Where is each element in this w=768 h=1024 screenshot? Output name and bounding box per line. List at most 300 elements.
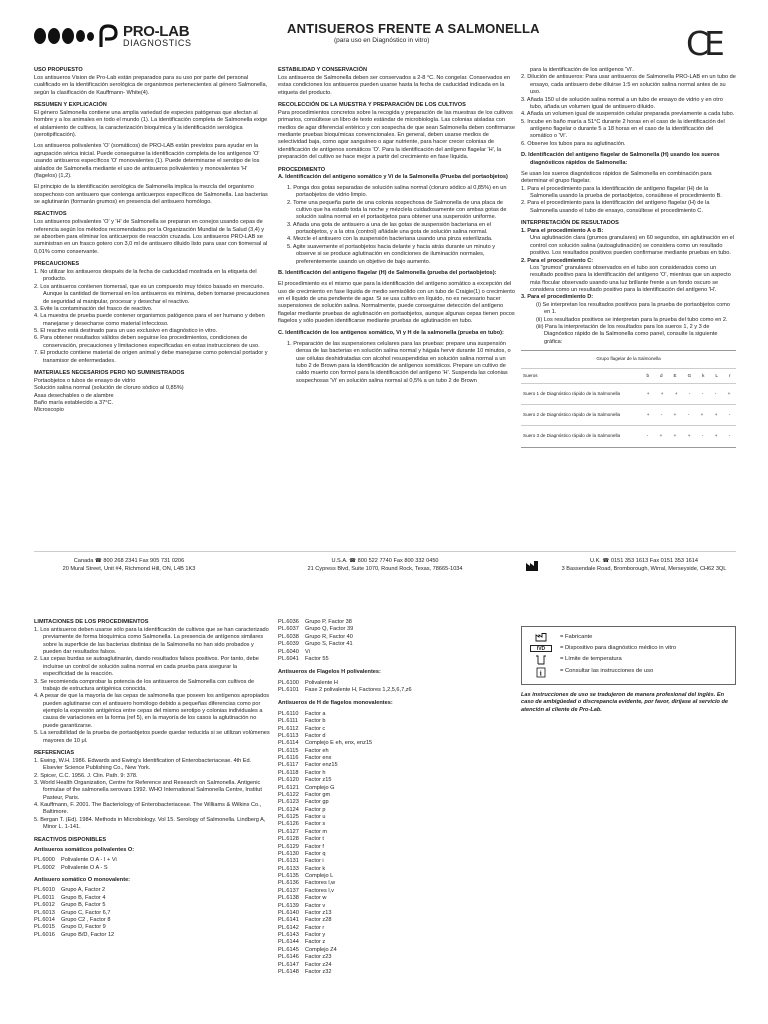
- table-header-cell: L: [715, 372, 718, 378]
- table-header-cell: r: [728, 372, 731, 378]
- product-code: PL.6126: [278, 821, 299, 828]
- product-row: [278, 925, 516, 932]
- product-name: Factor p: [305, 806, 326, 813]
- product-code: PL.6121: [278, 784, 299, 791]
- product-code: PL.6129: [278, 843, 299, 850]
- list-item: Asas desechables o de alambre: [34, 392, 114, 399]
- table-cell: -: [660, 411, 663, 417]
- subsection-heading: Antisuero somático O monovalente:: [34, 877, 131, 883]
- table-cell: -: [728, 433, 731, 439]
- procedure-c-heading: C. Identificación de los antígenos somático, Vi y H de la salmonella (prueba en tubo):: [278, 329, 504, 336]
- product-code: PL.6039: [278, 641, 299, 648]
- product-code: PL.6038: [278, 633, 299, 640]
- product-row: [278, 718, 516, 725]
- product-list: [278, 619, 516, 663]
- ivd-icon: IVD: [530, 645, 552, 652]
- symbol-label: = Consultar las instrucciones de uso: [560, 668, 654, 675]
- flagellar-group-table: [521, 350, 736, 448]
- list-item: 5. El reactivo está destinado para un uso exclusivo en diagnóstico in vitro.: [34, 328, 218, 334]
- divider: [34, 551, 736, 552]
- product-name: Factores l,w: [305, 880, 336, 887]
- product-code: PL.6145: [278, 946, 299, 953]
- logo-dot: [48, 28, 60, 44]
- product-code: PL.6016: [34, 931, 55, 938]
- product-row: [278, 649, 516, 656]
- list-item: (i) Se interpretan los resultados positivos para la prueba de portaobjetos como en 1.: [536, 301, 731, 316]
- product-row: [278, 733, 516, 740]
- procedure-b-heading: B. Identificación del antígeno flagelar (H) de Salmonella (prueba del portaobjetos):: [278, 269, 497, 276]
- product-row: [278, 969, 516, 976]
- list-item: 5. Agite suavemente el portaobjetos hacia delante y hacia atrás durante un minuto y observe si se produce aglutinación en condiciones de iluminación normales, preferentemente usando un objetivo de bajo aumento.: [287, 243, 496, 265]
- list-item: 1. Ponga dos gotas separadas de solución salina normal (cloruro sódico al 0,85%) en un portaobjetos de vidrio limpio.: [287, 184, 507, 199]
- section-text: El procedimiento es el mismo que para la identificación del antígeno somático a excepción del uso de crecimiento en fase líquida de medio semisólido con un tubo de Craigie(1) o crecimiento en el líquido de una pendiente de agar. Si se usa cultivo en líquido, no es necesario hacer suspensiones de solución salina. Normalmente, puede conseguirse detección del antígeno flagelar mediante pruebas de aglutinación en portaobjetos, aunque algunas cepas tienen pocos flagelos y sólo pueden identificarse mediante pruebas de aglutinación en tubo.: [278, 281, 515, 325]
- interpretation-2-heading: 2. Para el procedimiento C:: [521, 257, 594, 264]
- list-item: 3. Añada una gota de antisuero a una de las gotas de suspensión bacteriana en el portaobjetos, y a la otra (control) añádale una gota de solución salina normal.: [287, 221, 492, 235]
- product-name: Polivalente H: [305, 679, 338, 686]
- product-code: PL.6113: [278, 732, 299, 739]
- product-name: Factor z23: [305, 954, 332, 961]
- product-name: Factor f: [305, 843, 324, 850]
- section-text: Los antisueros polivalentes 'O' (somáticos) de PRO-LAB están previstos para ayudar en la agrupación sérica inicial. Puede conseguirse la identificación completa de los antígenos 'O' usando antisueros específicos 'O' monovalentes (1). Puede determinarse el serotipo de los aislados de Salmonella mediante el uso de antisueros polivalentes y monovalentes 'H' (flagelos) (1,2).: [34, 143, 260, 179]
- procedure-d-steps: [521, 186, 736, 216]
- uk-street: 3 Bassendale Road, Bromborough, Wirral, Merseyside, CH62 3QL: [561, 565, 727, 572]
- section-heading: LIMITACIONES DE LOS PROCEDIMIENTOS: [34, 619, 149, 625]
- subsection-heading: Antisueros de H de flagelos monovalentes:: [278, 700, 393, 707]
- product-code: PL.6112: [278, 725, 299, 732]
- uk-address: [544, 558, 744, 574]
- header: [34, 20, 734, 63]
- section-text: Se usan los sueros diagnósticos rápidos de Salmonella en combinación para determinar el grupo flagelar.: [521, 170, 712, 185]
- table-header-cell: G: [687, 372, 692, 378]
- product-row: [34, 924, 270, 931]
- product-row: [278, 844, 516, 851]
- product-code: PL.6142: [278, 924, 299, 931]
- section-heading: REACTIVOS: [34, 211, 67, 218]
- product-list: [278, 680, 516, 695]
- list-item: Solución salina normal (solución de cloruro sódico al 0,85%): [34, 385, 184, 392]
- product-code: PL.6144: [278, 939, 299, 946]
- section-heading: MATERIALES NECESARIOS PERO NO SUMINISTRADOS: [34, 369, 185, 376]
- table-cell: Suero 1 de Diagnóstico rápido de la Salmonella: [523, 390, 621, 396]
- interpretation-1-heading: 1. Para el procedimiento A o B:: [521, 228, 604, 234]
- product-code: PL.6147: [278, 961, 299, 968]
- product-row: [278, 777, 516, 784]
- product-row: [278, 740, 516, 747]
- canada-street: 20 Mural Street, Unit #4, Richmond Hill, ON, L4B 1K3: [62, 565, 196, 572]
- limitations-list: [34, 627, 270, 745]
- product-name: Complejo L: [305, 873, 334, 879]
- product-name: Factor z15: [305, 777, 332, 784]
- product-row: [278, 634, 516, 641]
- table-cell: +: [673, 433, 677, 439]
- product-name: Grupo Q, Factor 39: [305, 626, 354, 633]
- table-cell: Suero 3 de Diagnóstico rápido de la Salmonella: [523, 433, 621, 439]
- product-code: PL.6015: [34, 924, 55, 931]
- list-item: 1. Ewing, W.H. 1986. Edwards and Ewing's Identification of Enterobacteriaceae. 4th Ed. Elsevier Science Publishing Co., New York.: [34, 757, 252, 772]
- product-name: Factor z24: [305, 961, 332, 968]
- procedure-d-heading: D. Identificación del antígeno flagelar de Salmonella (H) usando los sueros diagnósticos rápidos de Salmonella:: [521, 152, 720, 166]
- list-item: 2. Dilución de antisueros: Para usar antisueros de Salmonella PRO-LAB en un tubo de ensayo, cada antisuero debe diluirse 1:5 en solución salina normal antes de su uso.: [521, 74, 736, 96]
- product-code: PL.6136: [278, 880, 299, 887]
- list-item: 4. Añada un volumen igual de suspensión celular preparada previamente a cada tubo.: [521, 111, 735, 118]
- list-item: 2. Las cepas burdas se autoaglutinarán, dando resultados falsos positivos. Por tanto, debe incluirse un control de solución salina normal en cada prueba para asegurar la especificidad de la reacción.: [34, 656, 259, 678]
- list-item: 3. Se recomienda comprobar la potencia de los antisueros de Salmonella con cultivos de trabajo de estructura antigénica conocida.: [34, 678, 255, 692]
- document-subtitle: (para uso en Diagnóstico in vitro): [334, 37, 430, 44]
- product-name: Factor h: [305, 769, 326, 776]
- table-cell: Suero 2 de Diagnóstico rápido de la Salmonella: [523, 411, 621, 417]
- product-code: PL.6137: [278, 887, 299, 894]
- list-item: 5. Bergan T. (Ed). 1984. Methods in Microbiology. Vol 15. Serology of Salmonella. Lindberg A, Minor L. 1-141.: [34, 816, 266, 831]
- table-title: Grupo flagelar de la Salmonella: [596, 356, 661, 362]
- table-title-row: [521, 351, 736, 369]
- product-name: Factor s: [305, 821, 326, 828]
- table-header-row: [521, 369, 736, 384]
- product-row: [278, 807, 516, 814]
- list-item: Portaobjetos o tubos de ensayo de vidrio: [34, 377, 136, 384]
- product-code: PL.6128: [278, 836, 299, 843]
- product-row: [278, 821, 516, 828]
- product-row: [278, 910, 516, 917]
- product-name: Factor a: [305, 710, 326, 717]
- section-heading: PRECAUCIONES: [34, 261, 80, 268]
- product-name: Complejo E eh, enx, enz15: [305, 740, 373, 747]
- product-code: PL.6118: [278, 769, 299, 776]
- product-name: Factor w: [305, 895, 327, 902]
- product-row: [278, 858, 516, 865]
- section-heading: INTERPRETACIÓN DE RESULTADOS: [521, 220, 619, 227]
- product-row: [278, 903, 516, 910]
- product-code: PL.6124: [278, 806, 299, 813]
- prolab-logo: [34, 24, 192, 49]
- section-text: El género Salmonella contiene una amplia variedad de especies patógenas que afectan al hombre y a los animales en todo el mundo (1). La identificación completa de Salmonella exige el aislamiento de cultivos, la caracterización bioquímica y la identificación serológica (serotipificación).: [34, 109, 268, 138]
- list-item: 7. El producto contiene material de origen animal y debe manejarse como potencial portador y transmisor de enfermedades.: [34, 350, 268, 364]
- logo-dot: [76, 30, 85, 42]
- product-name: Factor c: [305, 725, 326, 732]
- product-row: [278, 880, 516, 887]
- product-code: PL.6148: [278, 968, 299, 975]
- product-name: Factor r: [305, 924, 325, 931]
- svg-text:i: i: [539, 669, 542, 678]
- table-cell: +: [727, 390, 731, 396]
- product-name: Factor eh: [305, 747, 329, 754]
- product-name: Factor 55: [305, 655, 329, 662]
- product-name: Factor gm: [305, 791, 331, 798]
- product-row: [278, 770, 516, 777]
- symbol-row: [530, 668, 727, 677]
- section-heading: REACTIVOS DISPONIBLES: [34, 836, 107, 843]
- product-code: PL.6146: [278, 954, 299, 961]
- list-item: 6. Observe los tubos para su aglutinación.: [521, 140, 626, 147]
- table-cell: +: [646, 390, 650, 396]
- product-row: [34, 865, 270, 872]
- manufacturer-icon: [522, 560, 542, 576]
- symbols-legend: [521, 626, 736, 685]
- product-code: PL.6040: [278, 648, 299, 655]
- product-name: Grupo C2 , Factor 8: [61, 916, 111, 923]
- product-row: [278, 687, 516, 694]
- product-code: PL.6010: [34, 887, 55, 894]
- section-text: El principio de la identificación serológica de Salmonella implica la mezcla del organismo sospechoso con antisuero que contenga anticuerpos específicos de Salmonella. Las bacterias se aglutinarán (formarán grumos) en presencia del antisuero homólogo.: [34, 184, 268, 205]
- product-row: [278, 792, 516, 799]
- product-row: [34, 887, 270, 894]
- usa-contact: U.S.A. ☎ 800 522 7740 Fax 800 332 0450: [331, 558, 439, 564]
- list-item: 4. A pesar de que la mayoría de las cepas de salmonella que poseen los antígenos apropiados pueden aglutinarse con el antisuero homólogo debido a pequeñas diferencias como por ejemplo la expresión antigénica entre cepas del mismo serotipo y colonias individuales a causa de variaciones en la forma (ref 5), en la mayoría de los casos la aglutinación no puede garantizarse.: [34, 693, 270, 729]
- document-title: ANTISUEROS FRENTE A SALMONELLA: [287, 21, 540, 36]
- list-item: 6. Para obtener resultados válidos deben seguirse los procedimientos, condiciones de conservación, precauciones y limitaciones especificadas en estas instrucciones de uso.: [34, 335, 260, 349]
- product-code: PL.6002: [34, 864, 55, 871]
- symbol-label: = Fabricante: [560, 633, 593, 640]
- product-code: PL.6117: [278, 762, 299, 769]
- product-code: PL.6139: [278, 902, 299, 909]
- table-cell: -: [701, 433, 704, 439]
- product-name: Factor z: [305, 939, 326, 946]
- logo-dot: [87, 32, 94, 41]
- symbol-label: = Dispositivo para diagnóstico médico in vitro: [560, 645, 677, 651]
- table-cell: +: [646, 411, 650, 417]
- list-item: 1. Preparación de las suspensiones celulares para las pruebas: prepare una suspensión densa de las bacterias en solución salina normal y hágala hervir durante 10 minutos, o use células deshidratadas con alcohol resuspendidas en solución salina normal a un tubo 2 de Brown para la identificación de antígenos somáticos. Prepare un cultivo de caldo muerto con formol para la identificación del antígeno 'H'. Suspenda las colonias sospechosas 'Vi' en solución salina normal al 0,5% a un tubo 2 de Brown: [287, 340, 511, 384]
- product-name: Grupo B, Factor 5: [61, 902, 106, 909]
- translation-note: Las instrucciones de uso se tradujeron de manera profesional del inglés. En caso de ambigüedad o discrepancia evidente, por favor, diríjase al servicio de atención al cliente de Pro-Lab.: [521, 691, 729, 713]
- table-header-cell: E: [673, 372, 677, 378]
- column-1-bottom: [34, 619, 270, 939]
- column-1: [34, 67, 270, 415]
- table-cell: +: [659, 433, 663, 439]
- product-name: Vi: [305, 648, 310, 655]
- product-name: Factor gp: [305, 799, 329, 806]
- product-name: Polivalente O A - I + Vi: [61, 857, 117, 864]
- product-code: PL.6120: [278, 777, 299, 784]
- product-name: Polivalente O A - S: [61, 864, 108, 871]
- product-name: Factor enx: [305, 755, 332, 761]
- canada-address: [34, 558, 224, 574]
- product-code: PL.6101: [278, 687, 299, 693]
- product-name: Factor u: [305, 814, 326, 820]
- uk-contact: U.K. ☎ 0151 353 1613 Fax 0151 353 1614: [589, 558, 699, 564]
- product-code: PL.6013: [34, 909, 55, 916]
- list-item: 3. Añada 150 ul de solución salina normal a un tubo de ensayo de vidrio y en otro tubo, añada un volumen igual de antisuero diluido.: [521, 96, 723, 110]
- table-header-cell: Sueros: [523, 372, 538, 378]
- product-name: Factor y: [305, 932, 326, 938]
- product-row: [34, 917, 270, 924]
- table-cell: +: [714, 411, 718, 417]
- list-item: 3. Evite la contaminación del frasco de reactivo.: [34, 305, 153, 312]
- section-heading: RECOLECCIÓN DE LA MUESTRA Y PREPARACIÓN DE LOS CULTIVOS: [278, 102, 466, 108]
- logo-dot: [62, 28, 74, 44]
- product-code: PL.6041: [278, 655, 299, 662]
- product-code: PL.6110: [278, 710, 299, 717]
- product-row: [278, 888, 516, 895]
- product-code: PL.6037: [278, 626, 299, 633]
- product-name: Grupo B, Factor 4: [61, 894, 106, 901]
- symbol-label: = Límite de temperatura: [560, 656, 622, 663]
- table-cell: -: [646, 433, 649, 439]
- product-name: Factor enz15: [305, 762, 338, 769]
- product-name: Fase 2 polivalente H, Factores 1,2,5,6,7,z6: [305, 687, 412, 693]
- product-row: [34, 902, 270, 909]
- product-name: Grupo B/D, Factor 12: [61, 931, 115, 938]
- product-code: PL.6115: [278, 747, 299, 754]
- subsection-heading: Antisueros de Flagelos H polivalentes:: [278, 669, 381, 676]
- section-heading: REFERENCIAS: [34, 749, 75, 756]
- list-item: 1. Para el procedimiento para la identificación de antígeno flagelar (H) de la Salmonella usando la prueba de portaobjetos, consúltese el procedimiento B.: [521, 185, 722, 199]
- section-text: Los antisueros Vision de Pro-Lab están preparados para su uso por parte del personal cualificado en la identificación serológica de organismos pertenecientes al género Salmonella, según la clasificación de Kauffmann- White(4).: [34, 74, 268, 96]
- procedure-a-steps: [278, 185, 516, 266]
- product-row: [278, 799, 516, 806]
- product-row: [278, 726, 516, 733]
- section-heading: PROCEDIMIENTO: [278, 166, 326, 173]
- product-code: PL.6100: [278, 679, 299, 686]
- list-item: 4. Kauffmann, F. 2001. The Bacteriology of Enterobacteriaceae. The Williams & Wilkins Co., Baltimore.: [34, 802, 262, 816]
- product-code: PL.6011: [34, 894, 55, 901]
- table-row: [521, 426, 736, 447]
- ce-mark-icon: CE: [686, 24, 720, 63]
- list-item: 1. Los antisueros deben usarse sólo para la identificación de cultivos que se han caracterizado previamente de forma bioquímica como Salmonella. La presencia de antígenos similares sobre la superficie de las bacterias distintas de la Salmonella no han sido probados y pueden dar resultados falsos.: [34, 626, 269, 655]
- usa-address: [285, 558, 485, 574]
- product-name: Grupo S, Factor 41: [305, 641, 353, 648]
- product-code: PL.6036: [278, 619, 299, 625]
- product-row: [278, 851, 516, 858]
- table-cell: -: [687, 411, 690, 417]
- product-name: Grupo C, Factor 6,7: [61, 909, 111, 916]
- list-item: 5. La sensibilidad de la prueba de portaobjetos puede quedar reducida si se utilizan volúmenes mayores de 10 μl.: [34, 730, 270, 744]
- column-3: [521, 67, 736, 448]
- product-code: PL.6014: [34, 916, 55, 923]
- table-header-cell: k: [702, 372, 705, 378]
- product-code: PL.6133: [278, 865, 299, 872]
- product-name: Factor z28: [305, 917, 332, 924]
- list-item: (ii) Los resultados positivos se interpretan para la prueba del tubo como en 2.: [536, 316, 728, 323]
- product-row: [34, 895, 270, 902]
- table-cell: +: [687, 433, 691, 439]
- table-row: [521, 405, 736, 426]
- table-cell: -: [728, 411, 731, 417]
- list-item: 4. Mezcle el antisuero con la suspensión bacteriana usando una pinza esterilizada.: [287, 236, 493, 243]
- product-code: PL.6012: [34, 902, 55, 909]
- product-row: [278, 917, 516, 924]
- section-heading: ESTABILIDAD Y CONSERVACIÓN: [278, 67, 367, 73]
- product-row: [34, 932, 270, 939]
- list-item: 2. Para el procedimiento para la identificación del antígeno flagelar (H) de la Salmonella usando el tubo de ensayo, consúltese el procedimiento C.: [521, 200, 710, 214]
- table-cell: +: [700, 411, 704, 417]
- interpretation-1-text: Una aglutinación clara (grumos granulares) en 60 segundos, sin aglutinación en el control con solución salina (autoaglutinación) se considera como un resultado positivo. Los resultados positivos pueden confirmarse mediante pruebas en tubo.: [530, 235, 734, 257]
- interpretation-3-heading: 3. Para el procedimiento D:: [521, 294, 594, 301]
- table-cell: +: [660, 390, 664, 396]
- table-cell: +: [714, 433, 718, 439]
- product-name: Factor z13: [305, 909, 332, 916]
- product-name: Factores l,v: [305, 887, 334, 894]
- product-code: PL.6125: [278, 814, 299, 820]
- list-item: 5. Incube en baño maría a 51°C durante 2 horas en el caso de la identificación del antígeno flagelar o durante 5 a 18 horas en el caso de la identificación del somático o 'Vi'.: [521, 118, 725, 140]
- product-name: Grupo P, Factor 38: [305, 619, 352, 625]
- subsection-heading: Antisueros somáticos polivalentes O:: [34, 846, 135, 853]
- product-code: PL.6138: [278, 895, 299, 902]
- product-row: [278, 932, 516, 939]
- product-row: [278, 962, 516, 969]
- product-row: [278, 748, 516, 755]
- product-row: [278, 785, 516, 792]
- product-code: PL.6000: [34, 857, 55, 864]
- consult-instructions-icon: [530, 668, 552, 677]
- product-code: PL.6114: [278, 740, 299, 747]
- logo-tagline: DIAGNOSTICS: [123, 38, 192, 48]
- product-name: Factor z32: [305, 968, 332, 975]
- symbol-row: [530, 645, 727, 653]
- product-row: [278, 619, 516, 626]
- table-cell: -: [701, 390, 704, 396]
- interpretation-2-text: Los "grumos" granulares observados en el tubo son considerados como un resultado positivo para la identificación del antígeno 'O', mientras que un aspecto más flocular observado usando una luz brillante frente a un fondo oscuro se considera como un resultado positivo para la identificación del antígeno 'H'.: [530, 264, 731, 293]
- interpretation-3-list: [521, 302, 736, 346]
- list-item: 2. Los antisueros contienen tiomersal, que es un compuesto muy tóxico basado en mercurio. Aunque la cantidad de tiomersal en los antisueros es mínima, deben tomarse precauciones de seguridad al manipular, procesar y desechar el reactivo.: [34, 283, 270, 305]
- list-item: Microscopio: [34, 407, 64, 414]
- table-row: [521, 384, 736, 405]
- section-heading: USO PROPUESTO: [34, 67, 83, 73]
- product-name: Factor i: [305, 858, 324, 865]
- product-code: PL.6140: [278, 909, 299, 916]
- procedure-c-steps-continued: [521, 74, 736, 148]
- list-item: 1. No utilizar los antisueros después de la fecha de caducidad mostrada en la etiqueta del producto.: [34, 269, 257, 283]
- product-name: Grupo D, Factor 9: [61, 924, 106, 931]
- product-name: Factor d: [305, 732, 326, 739]
- product-row: [278, 626, 516, 633]
- product-row: [278, 954, 516, 961]
- list-item: Baño maría establecido a 37°C.: [34, 399, 114, 406]
- table-cell: +: [674, 390, 678, 396]
- product-code: PL.6143: [278, 932, 299, 938]
- product-code: PL.6122: [278, 791, 299, 798]
- usa-street: 21 Cypress Blvd, Suite 1070, Round Rock, Texas, 78665-1034: [307, 565, 463, 572]
- product-code: PL.6130: [278, 850, 299, 857]
- product-code: PL.6111: [278, 718, 299, 725]
- product-name: Factor k: [305, 865, 326, 872]
- product-name: Complejo Z4: [305, 946, 337, 953]
- product-list: [278, 711, 516, 977]
- product-row: [278, 836, 516, 843]
- product-row: [278, 873, 516, 880]
- logo-dots: [34, 28, 94, 44]
- product-code: PL.6141: [278, 917, 299, 924]
- table-header-cell: d: [660, 372, 663, 378]
- product-name: Factor v: [305, 902, 326, 909]
- list-item: (iii) Para la interpretación de los resultados para los sueros 1, 2 y 3 de Diagnóstico rápido de la Salmonella como panel, consulte la siguiente gráfica:: [536, 323, 718, 345]
- product-row: [278, 814, 516, 821]
- table-cell: -: [714, 390, 717, 396]
- section-text: Los antisueros polivalentes 'O' y 'H' de Salmonella se preparan en conejos usando cepas de referencia según los métodos recomendados por la Organización Mundial de la Salud (3,4) y se absorben para eliminar los anticuerpos de reacción cruzada. Los antisueros PRO-LAB se suministran en un frasco gotero con 3,0 ml de antisuero diluido listo para usar con tiomersal al 0,01% como conservante.: [34, 219, 268, 255]
- table-cell: -: [688, 390, 691, 396]
- product-row: [34, 857, 270, 864]
- continued-text: para la identificación de los antígenos 'Vi'.: [530, 67, 634, 73]
- product-code: PL.6116: [278, 755, 299, 761]
- product-row: [278, 895, 516, 902]
- product-row: [278, 711, 516, 718]
- logo-dot: [34, 28, 46, 44]
- product-row: [34, 910, 270, 917]
- list-item: 2. Tome una pequeña parte de una colonia sospechosa de Salmonella de una placa de cultivo que ha estado toda la noche y mézclela cuidadosamente con ambas gotas de solución salina normal en el portaobjetos para obtener una suspensión uniforme.: [287, 199, 507, 221]
- section-text: Para procedimientos concretos sobre la recogida y preparación de las muestras de los cultivos primarios, consúltese un libro de texto estándar de microbiología. Las colonias aisladas con medios de agar diferencial entérico y con sospecha de que sean Salmonella deben confirmarse mediante pruebas bioquímicas convencionales. En general, deben usarse medios de selectividad baja, como agar sanguíneo o agar nutriente, para hacer crecer colonias de identificación de antígenos somáticos 'O'. Para la identificación del antígeno flagelar 'H', la preparación del cultivo se hace mejor a partir del crecimiento en fase líquida.: [278, 109, 515, 161]
- product-name: Factor b: [305, 718, 326, 725]
- temperature-limit-icon: [530, 656, 552, 665]
- product-name: Factor t: [305, 836, 324, 843]
- table-header-cell: b: [646, 372, 650, 378]
- logo-name: PRO-LAB: [123, 23, 190, 40]
- list-item: 2. Spicer, C.C. 1956. J. Clin. Path. 9: 378.: [34, 772, 138, 779]
- product-code: PL.6135: [278, 873, 299, 879]
- product-name: Complejo G: [305, 784, 335, 791]
- product-code: PL.6127: [278, 828, 299, 835]
- list-item: 3. World Health Organization, Centre for Reference and Research on Salmonella. Antigenic formulae of the salmonella serovars 1992. WHO International Salmonella Centre, Institut Pasteur, Paris.: [34, 779, 262, 801]
- product-row: [278, 762, 516, 769]
- product-code: PL.6131: [278, 858, 299, 865]
- product-row: [278, 641, 516, 648]
